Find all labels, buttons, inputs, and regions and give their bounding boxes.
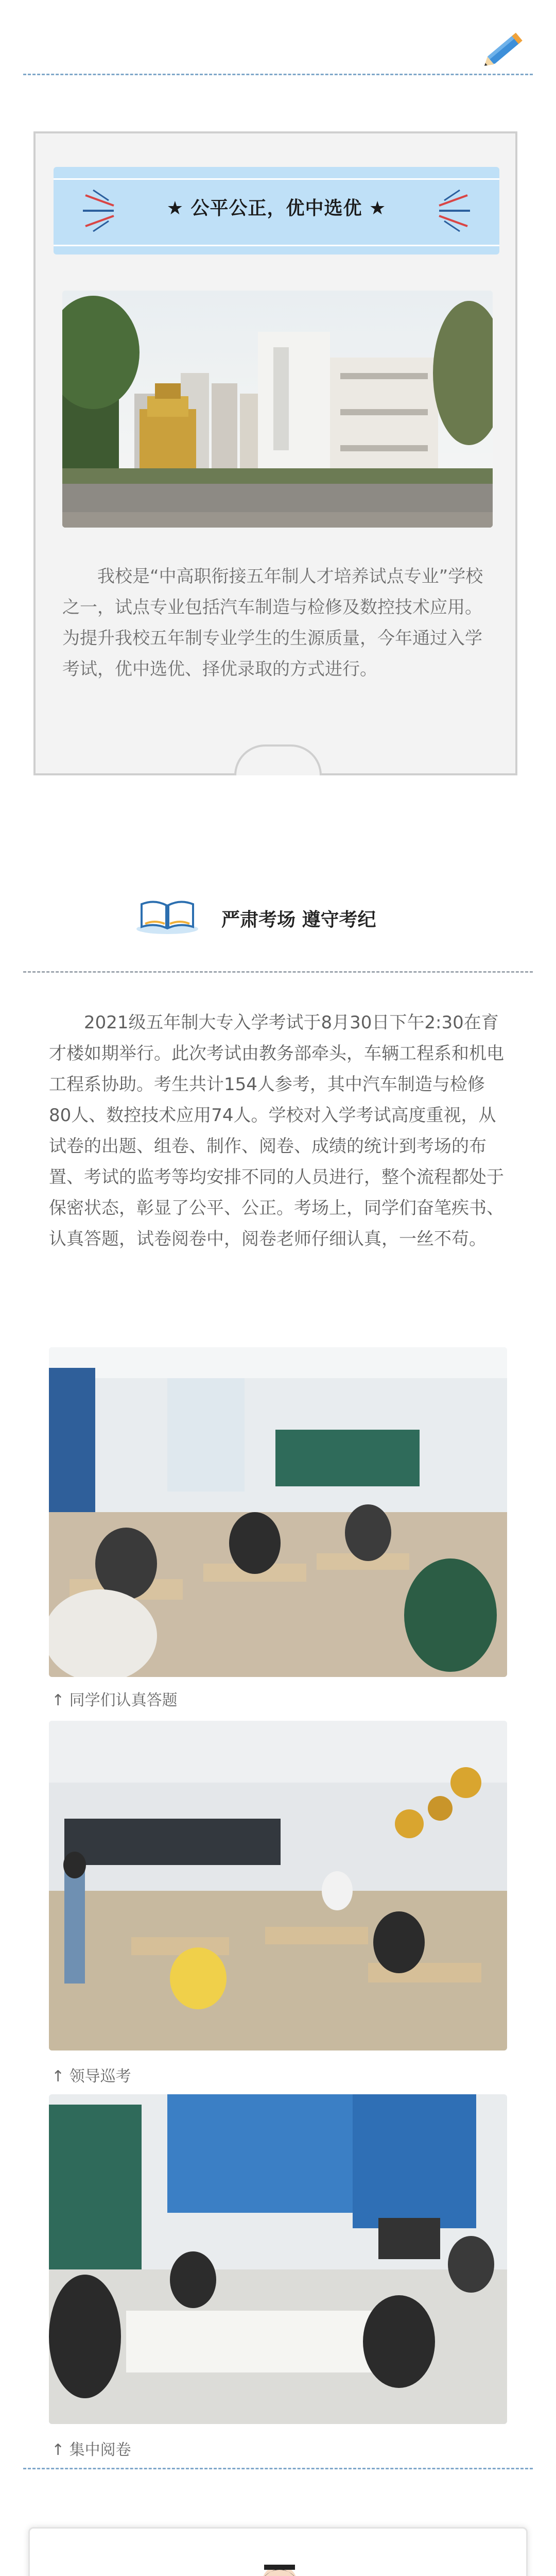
exam-paragraph: 2021级五年制大专入学考试于8月30日下午2:30在育才楼如期举行。此次考试由教务部牵头，车辆工程系和机电工程系协助。考生共计154人参考，其中汽车制造与检修80人、数控技术应用74人。学校对入学考试高度重视，从试卷的出题、组卷、制作、阅卷、成绩的统计到考场的布置、考试的监考等均安排不同的人员进行，整个流程都处于保密状态，彰显了公平、公正。考场上，同学们奋笔疾书、认真答题，试卷阅卷中，阅卷老师仔细认真，一丝不苟。: [49, 1012, 504, 1249]
intro-banner: [54, 167, 499, 255]
open-book-icon: [134, 894, 201, 935]
student-mascot-icon: [249, 2554, 310, 2576]
banner-title: ★ 公平公正，优中选优 ★: [166, 198, 387, 219]
photo-grading: [49, 2094, 507, 2424]
intro-card: [33, 131, 517, 775]
section-heading: [134, 894, 422, 935]
closing-card: [28, 2527, 528, 2576]
bottom-divider: [23, 2468, 533, 2469]
photo-students-exam: [49, 1347, 507, 1677]
section-title: 严肃考场 遵守考纪: [221, 909, 376, 930]
campus-photo: [62, 291, 493, 528]
intro-paragraph: 我校是“中高职衔接五年制人才培养试点专业”学校之一，试点专业包括汽车制造与检修及数控技术应用。为提升我校五年制专业学生的生源质量，今年通过入学考试，优中选优、择优录取的方式进行。: [62, 566, 483, 680]
photo-inspection: [49, 1721, 507, 2050]
caption-students: ↑ 同学们认真答题: [51, 1691, 178, 1709]
top-divider: [23, 74, 533, 75]
pencil-icon: [476, 21, 533, 77]
burst-right-icon: [431, 188, 473, 234]
caption-inspection: ↑ 领导巡考: [51, 2067, 131, 2086]
caption-grading: ↑ 集中阅卷: [51, 2441, 131, 2459]
section-divider: [23, 971, 533, 973]
